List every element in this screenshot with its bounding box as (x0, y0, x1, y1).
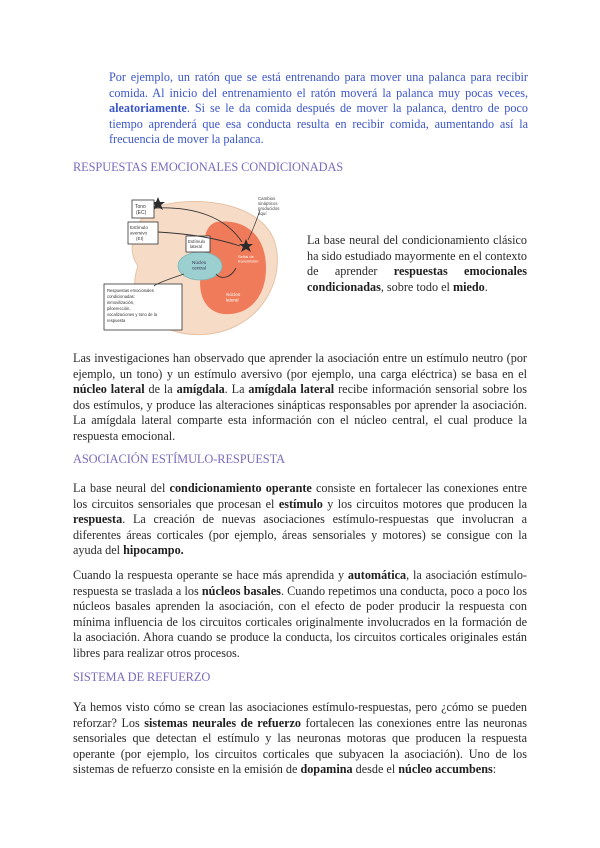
text: . Cuando repetimos una conducta, poco a poco los núcleos basales aprenden la asociación, con el efecto de poder producir la respuesta con mínima influencia de los circuitos corticales originalmente involucrados en la formación de la asociación. Ahora cuando se produce la conducta, los circuitos corticales originales están libres para realizar otros procesos. (73, 583, 527, 660)
bold-term: aleatoriamente (109, 101, 187, 116)
text: . La creación de nuevas asociaciones estímulo-respuestas que involucran a diferentes áreas corticales (por ejemplo, áreas sensoriales y motores) se consigue con la ayuda del (73, 512, 527, 558)
text: desde el (352, 762, 399, 777)
bold-term: automática (347, 568, 407, 582)
section-heading-asociacion: ASOCIACIÓN ESTÍMULO-RESPUESTA (73, 452, 285, 466)
bold-term: amígdala lateral (248, 382, 335, 397)
bold-term: sistemas neurales de refuerzo (144, 715, 302, 730)
amygdala-diagram (96, 188, 300, 338)
text: : (492, 762, 497, 777)
basal-ganglia-paragraph (73, 568, 527, 662)
aversive-label: Estímulo aversivo (EI) (130, 225, 148, 241)
text: de la (144, 382, 177, 397)
text: , la asociación estímulo-respuesta se traslada a los (73, 568, 527, 598)
text: Por ejemplo, un ratón que se está entrenando para mover una palanca para recibir comida. Al inicio del entrenamiento el ratón moverá la palanca muy pocas veces, (109, 70, 528, 100)
lateral-label: Núcleo lateral (226, 292, 241, 303)
bold-term: dopamina (300, 762, 353, 777)
tone-lateral-label: Estímulo lateral (188, 239, 206, 249)
tone-label: Tono (EC) (135, 204, 147, 216)
section-heading-respuestas: RESPUESTAS EMOCIONALES CONDICIONADAS (73, 160, 344, 174)
signal-label: Señal de transmisión (238, 254, 259, 264)
synapse-label: Cambios sinápticos producidos aquí (258, 196, 280, 216)
bold-term: hipocampo. (123, 543, 184, 558)
bold-term: núcleos basales (201, 583, 281, 598)
section-heading-refuerzo: SISTEMA DE REFUERZO (73, 670, 211, 684)
amygdala-paragraph (73, 351, 527, 445)
text: Las investigaciones han observado que aprender la asociación entre un estímulo neutro (por ejemplo, un tono) y un estímulo aversivo (por ejemplo, una carga eléctrica) se basa en el (73, 351, 527, 381)
bold-term: estímulo (278, 496, 323, 511)
text: . La (224, 382, 249, 397)
amygdala-diagram-svg (96, 188, 300, 338)
bold-term: núcleo accumbens (398, 762, 493, 777)
bold-term: amígdala (176, 382, 225, 397)
text: . Si se le da comida después de mover la palanca, dentro de poco tiempo aprenderá que esa conducta resulta en recibir comida, aumentando así la frecuencia de mover la palanca. (109, 101, 528, 147)
bold-term: núcleo lateral (73, 382, 145, 397)
bold-term: respuestas emocionales condicionadas (307, 264, 527, 294)
side-paragraph (307, 233, 527, 295)
operant-paragraph (73, 481, 527, 559)
example-paragraph (109, 70, 528, 148)
text: Ya hemos visto cómo se crean las asociaciones estímulo-respuestas, pero ¿cómo se pueden reforzar? Los (73, 700, 527, 730)
text: consiste en fortalecer las conexiones entre los circuitos sensoriales que procesan el (73, 481, 528, 511)
text: , sobre todo el (380, 279, 453, 294)
bold-term: miedo (452, 279, 485, 294)
text: y los circuitos motores que producen la (322, 496, 527, 511)
text: fortalecen las conexiones entre las neuronas sensoriales que detectan el estímulo y las neuronas motoras que producen la respuesta operante (por ejemplo, los circuitos corticales que subyacen la asociación). Uno de los sistemas de refuerzo consiste en la emisión de (73, 715, 527, 777)
text: La base neural del condicionamiento clásico ha sido estudiado mayormente en el contexto de aprender (307, 233, 527, 279)
text: . (484, 279, 488, 294)
reinforcement-paragraph (73, 700, 527, 778)
text: Cuando la respuesta operante se hace más aprendida y (73, 568, 348, 582)
central-label: Núcleo central (192, 260, 207, 271)
text: La base neural del (73, 481, 170, 495)
bold-term: condicionamiento operante (169, 481, 312, 495)
bold-term: respuesta (73, 512, 123, 527)
output-label: Respuestas emocionales condicionadas: inmovilización, piloerección, vocalizaciones y tono de la respuesta (107, 288, 158, 323)
text: recibe información sensorial sobre los dos estímulos, y produce las alteraciones sinápticas responsables por aprender la asociación. La amígdala lateral comparte esta información con el núcleo central, el cual produce la respuesta emocional. (73, 382, 527, 443)
